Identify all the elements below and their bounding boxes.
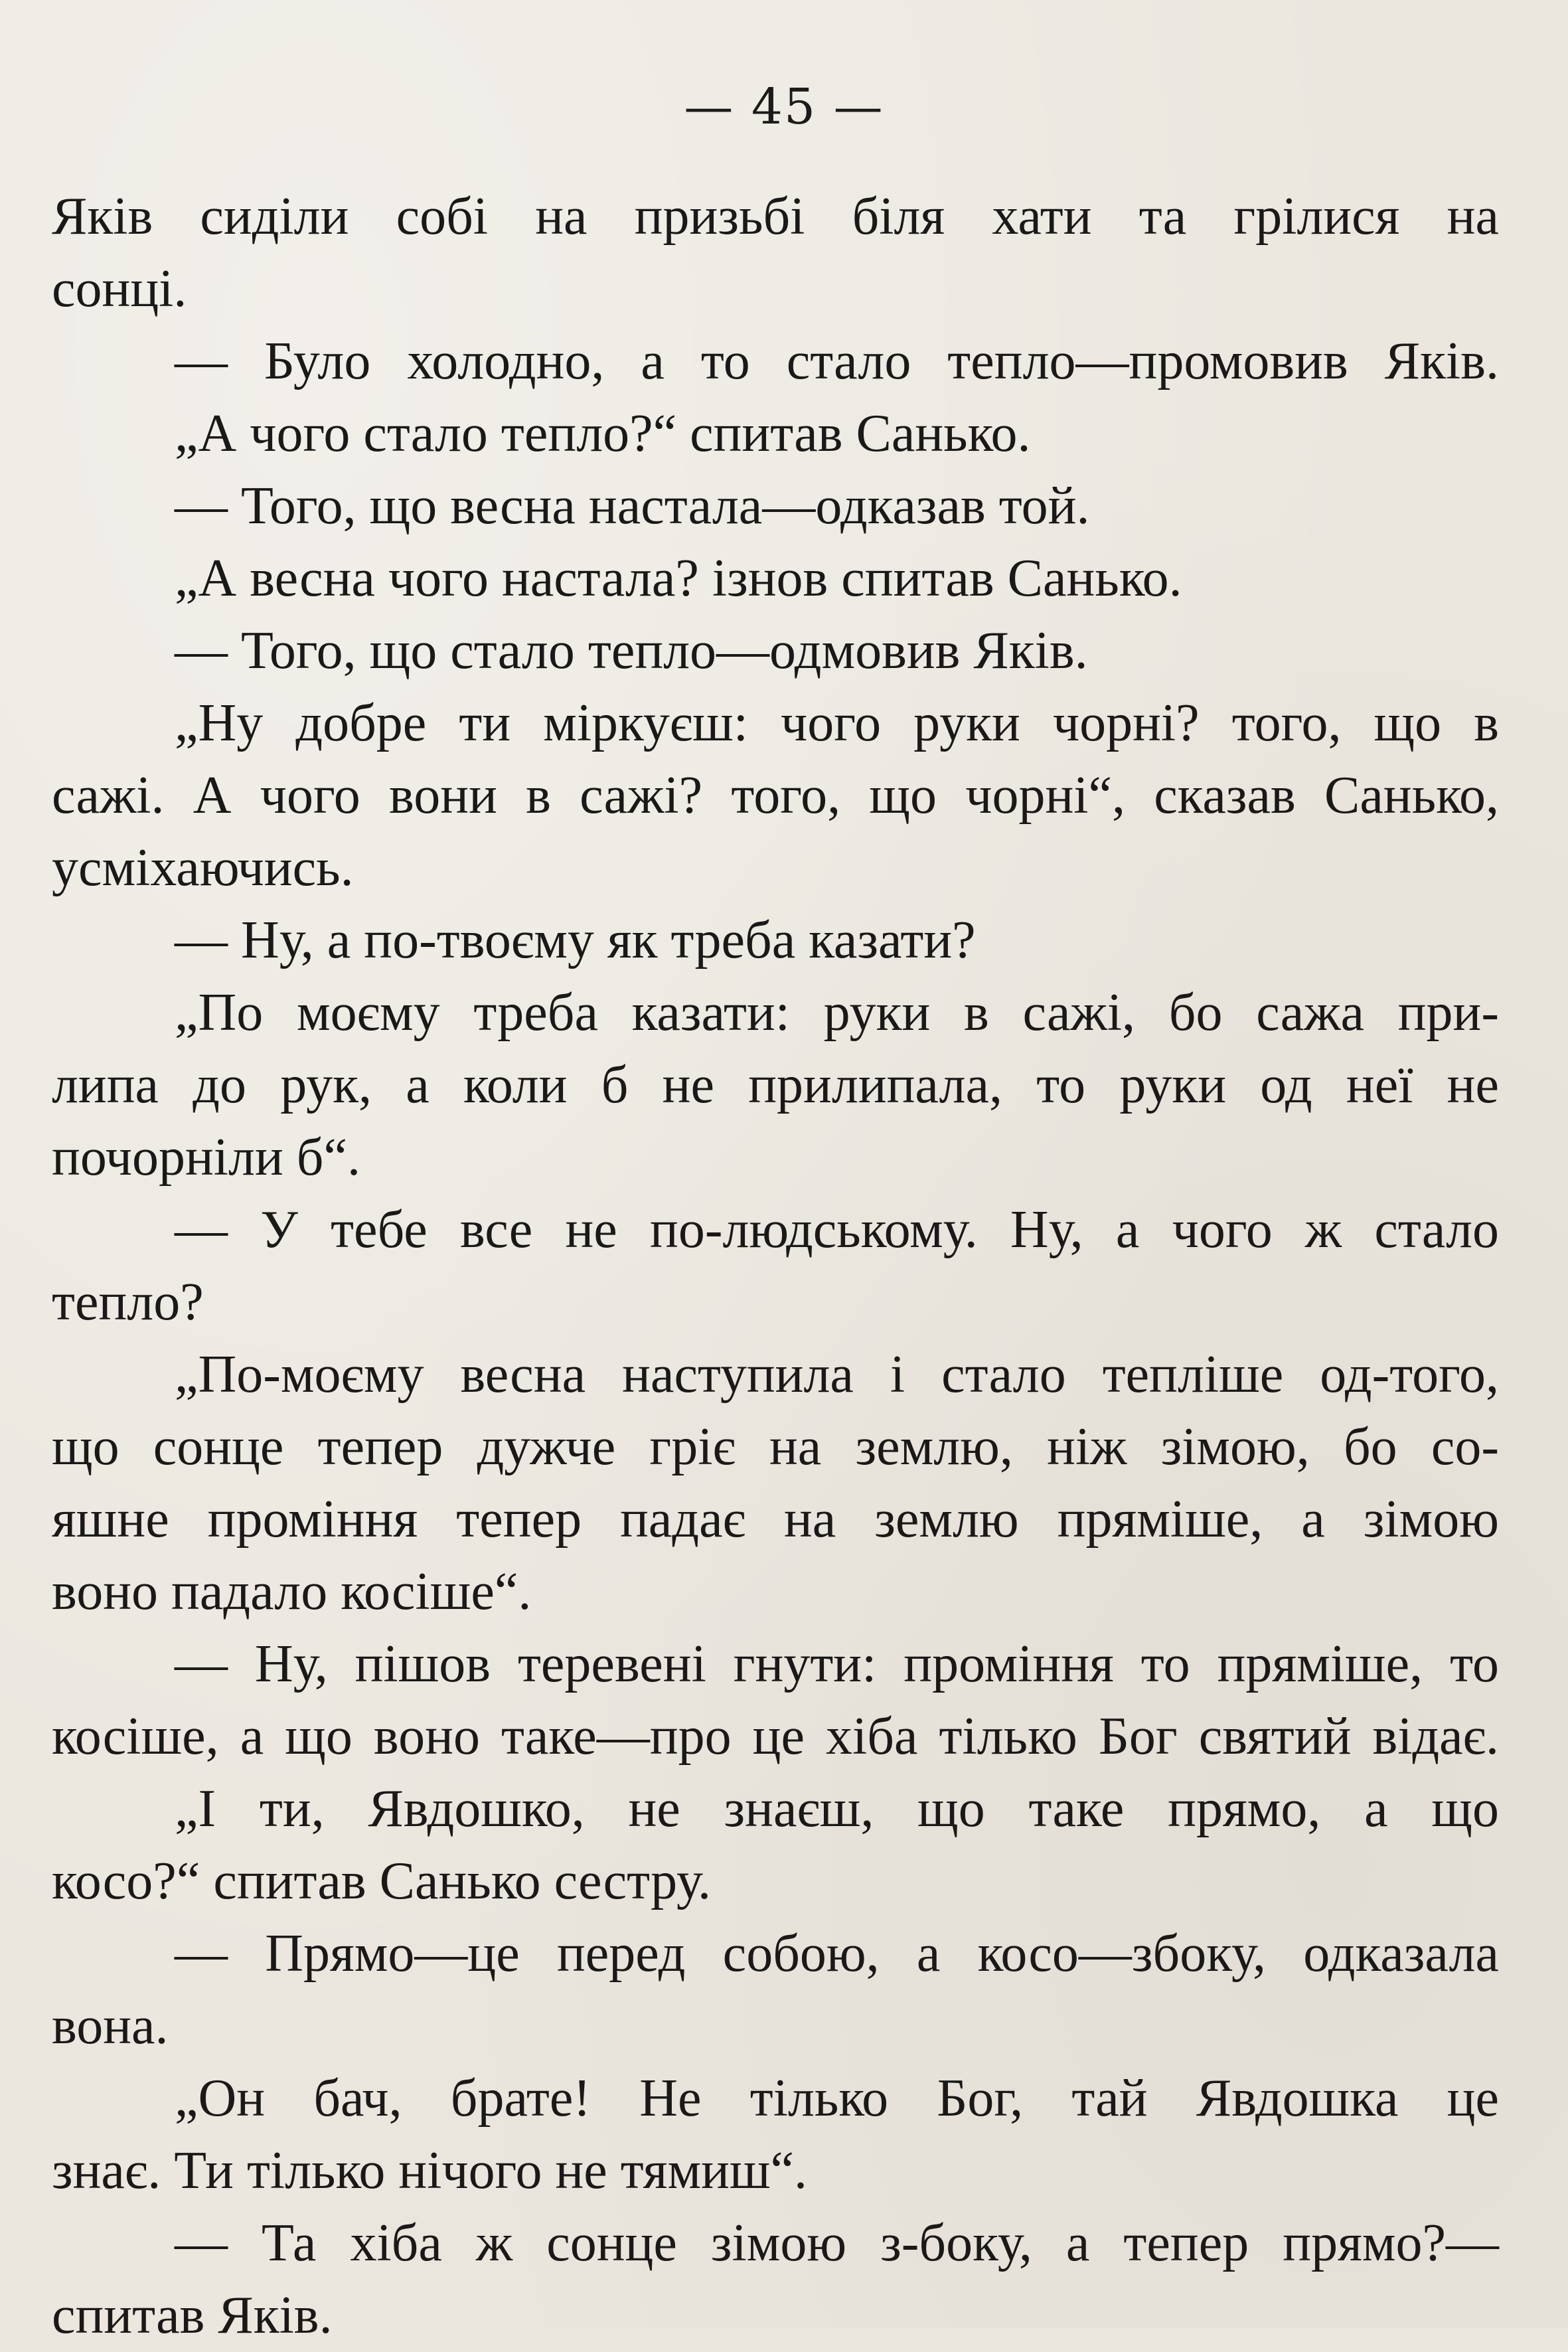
text-line: — Того, що весна настала—одказав той. [175, 477, 1090, 535]
body-text [52, 181, 1499, 2352]
text-line: „А чого стало тепло?“ спитав Санько. [175, 404, 1031, 463]
text-line: сонці. [52, 260, 187, 318]
text-line: тепло? [52, 1273, 204, 1331]
text-line: „А весна чого настала? ізнов спитав Санько. [175, 549, 1182, 608]
text-line: липа до рук, а коли б не прилипала, то руки од неї не [52, 1056, 1499, 1114]
text-line: „Ну добре ти міркуєш: чого руки чорні? того, що в [175, 694, 1499, 752]
text-line: „По-моєму весна наступила і стало тепліше од-того, [175, 1345, 1499, 1404]
page-number: — 45 — [684, 78, 884, 135]
text-line: Яків сиділи собі на призьбі біля хати та грілися на [52, 187, 1499, 246]
text-line: „По моєму треба казати: руки в сажі, бо сажа при- [175, 983, 1499, 1042]
text-line: — У тебе все не по-людському. Ну, а чого ж стало [175, 1201, 1499, 1259]
text-line: яшне проміння тепер падає на землю пряміше, а зімою [52, 1490, 1499, 1549]
text-line: — Того, що стало тепло—одмовив Яків. [175, 622, 1088, 680]
text-line: спитав Яків. [52, 2286, 333, 2345]
text-line: косо?“ спитав Санько сестру. [52, 1852, 712, 1910]
text-line: „Он бач, брате! Не тілько Бог, тай Явдошка це [175, 2069, 1499, 2128]
text-line: вона. [52, 1997, 169, 2055]
text-line: сажі. А чого вони в сажі? того, що чорні“, сказав Санько, [52, 766, 1499, 825]
text-line: усміхаючись. [52, 839, 354, 897]
text-line: — Ну, пішов теревені гнути: проміння то пряміше, то [175, 1635, 1499, 1693]
text-line: — Ну, а по-твоєму як треба казати? [175, 911, 976, 969]
text-line: — Було холодно, а то стало тепло—промовив Яків. [175, 332, 1499, 390]
text-line: „І ти, Явдошко, не знаєш, що таке прямо, а що [175, 1780, 1499, 1838]
text-line: косіше, а що воно таке—про це хіба тілько Бог святий відає. [52, 1707, 1499, 1766]
text-line: воно падало косіше“. [52, 1562, 532, 1621]
text-line: — Прямо—це перед собою, а косо—збоку, одказала [175, 1924, 1499, 1983]
text-line: — Та хіба ж сонце зімою з-боку, а тепер прямо?— [175, 2214, 1499, 2272]
text-line: почорніли б“. [52, 1128, 360, 1187]
text-line: що сонце тепер дужче гріє на землю, ніж зімою, бо со- [52, 1418, 1499, 1476]
text-line: знає. Ти тілько нічого не тямиш“. [52, 2142, 808, 2200]
